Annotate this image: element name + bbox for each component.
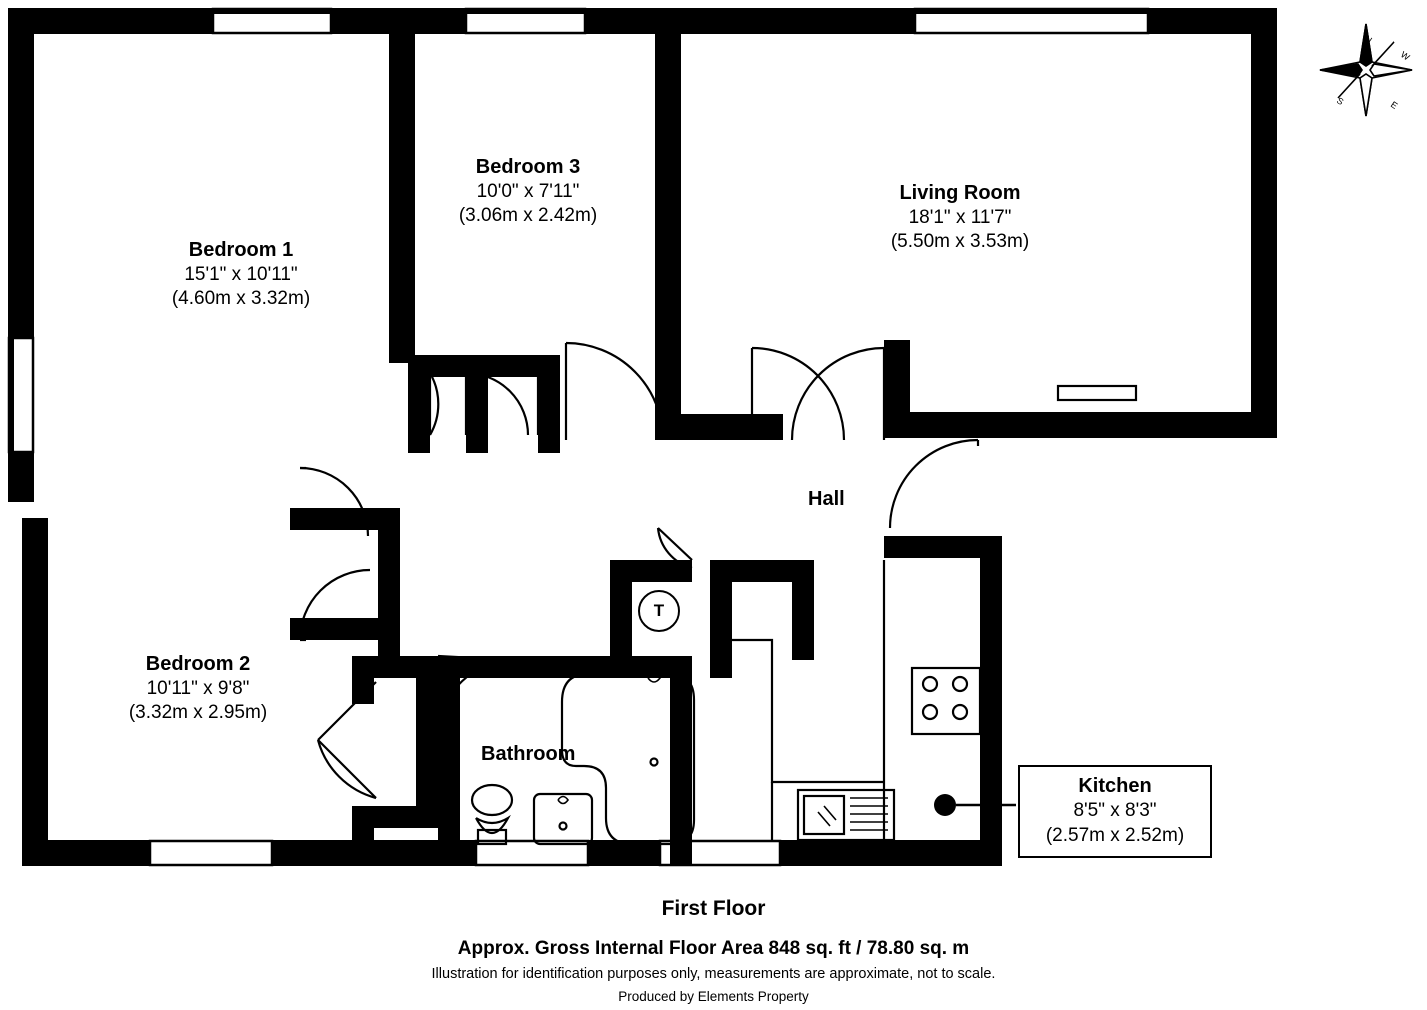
room-label-bedroom-1 [96, 238, 386, 311]
compass-label-w: W [1398, 49, 1412, 63]
room-name: Bedroom 1 [188, 239, 294, 261]
room-dim-metric: (3.32m x 2.95m) [128, 702, 268, 724]
disclaimer-text: Illustration for identification purposes only, measurements are approximate, not to scale. [431, 966, 996, 982]
room-label-bedroom-3 [383, 155, 673, 228]
floor-title: First Floor [661, 897, 766, 920]
wall-group [8, 8, 1277, 866]
room-name: Living Room [899, 182, 1021, 204]
room-dim-imperial: 18'1" x 11'7" [908, 207, 1012, 229]
room-label-living-room [815, 181, 1105, 254]
room-dim-metric: (5.50m x 3.53m) [890, 231, 1030, 253]
room-name: Kitchen [1078, 775, 1152, 797]
room-dim-imperial: 15'1" x 10'11" [184, 264, 298, 286]
room-dim-imperial: 8'5" x 8'3" [1073, 800, 1157, 821]
producer-text: Produced by Elements Property [618, 989, 809, 1004]
room-label-kitchen [1018, 765, 1212, 858]
kitchen-leader-dot [934, 794, 956, 816]
floor-area-text: Approx. Gross Internal Floor Area 848 sq. ft / 78.80 sq. m [457, 938, 970, 959]
room-label-bathroom: Bathroom [481, 743, 576, 765]
room-dim-metric: (4.60m x 3.32m) [171, 288, 311, 310]
room-dim-metric: (2.57m x 2.52m) [1045, 824, 1185, 846]
room-name: Bedroom 2 [145, 653, 251, 675]
room-name: Bedroom 3 [475, 156, 581, 178]
compass-label-s: S [1334, 95, 1346, 108]
compass-icon [1318, 22, 1414, 118]
compass-label-n: N [1362, 33, 1374, 46]
room-label-bedroom-2 [53, 652, 343, 725]
room-dim-imperial: 10'0" x 7'11" [476, 181, 580, 203]
compass-label-e: E [1388, 99, 1400, 112]
room-label-hall: Hall [808, 488, 845, 510]
airing-cupboard-tank-marker: T [638, 590, 680, 632]
room-dim-imperial: 10'11" x 9'8" [146, 678, 250, 700]
room-dim-metric: (3.06m x 2.42m) [458, 205, 598, 227]
